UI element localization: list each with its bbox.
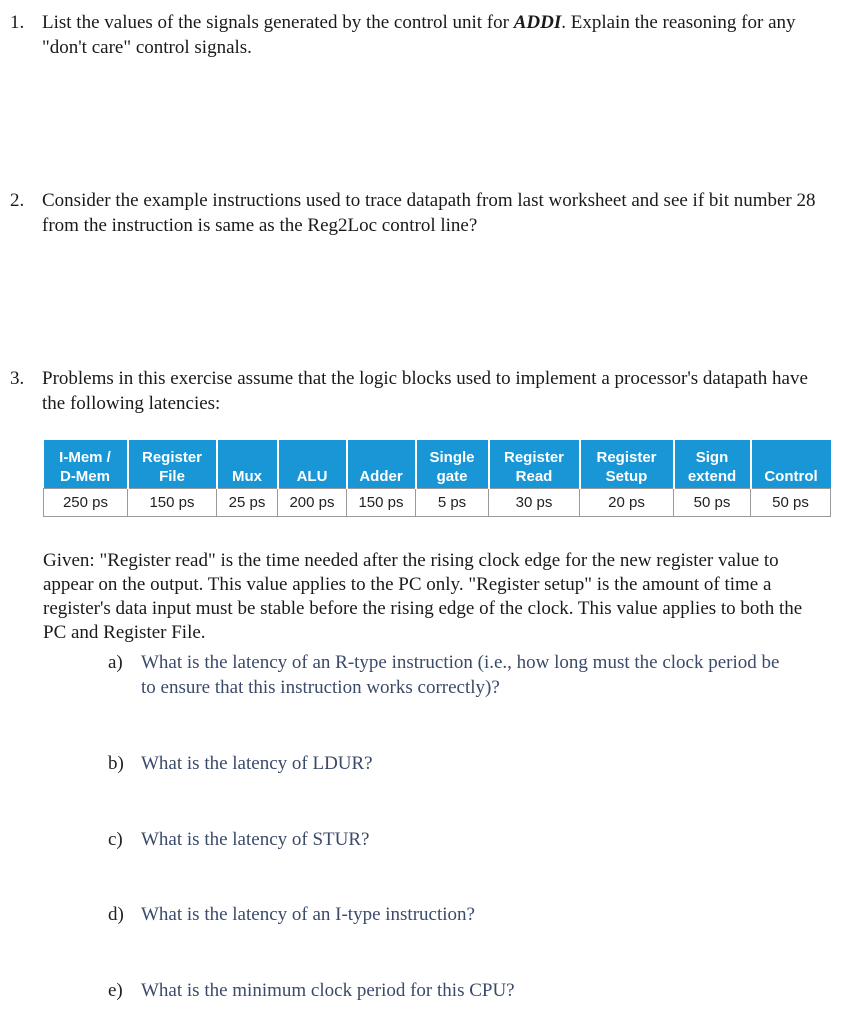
question-3: [10, 366, 830, 416]
subquestion-e: [108, 978, 788, 1003]
table-cell: 30 ps: [489, 489, 580, 517]
table-cell: 200 ps: [278, 489, 347, 517]
table-header-row: [44, 440, 831, 489]
question-number: 2.: [10, 190, 25, 211]
subquestion-text: What is the minimum clock period for this CPU?: [141, 980, 515, 1001]
table-cell: 150 ps: [347, 489, 416, 517]
question-text: Consider the example instructions used to trace datapath from last worksheet and see if bit number 28 from the instruction is same as the Reg2Loc control line?: [42, 190, 816, 236]
latency-table: [43, 440, 831, 517]
subquestion-text: What is the latency of LDUR?: [141, 753, 373, 774]
subquestion-c: [108, 827, 788, 852]
table-header-cell: I-Mem / D-Mem: [44, 440, 128, 489]
question-number: 3.: [10, 368, 25, 389]
table-header-cell: Adder: [347, 440, 416, 489]
question-emphasis: ADDI: [513, 12, 562, 33]
subquestion-label: e): [108, 980, 123, 1001]
subquestion-label: a): [108, 652, 123, 673]
table-row: [44, 489, 831, 517]
table-cell: 50 ps: [674, 489, 751, 517]
subquestion-label: b): [108, 753, 124, 774]
subquestion-a: [108, 650, 788, 700]
question-text-part: . Explain the reasoning for any "don't care" control signals.: [42, 12, 796, 58]
table-cell: 50 ps: [751, 489, 831, 517]
question-text: [42, 10, 830, 60]
subquestion-text: What is the latency of an R-type instruction (i.e., how long must the clock period be to ensure that this instruction works correctly)?: [141, 652, 780, 698]
table-cell: 20 ps: [580, 489, 674, 517]
table-header-cell: ALU: [278, 440, 347, 489]
given-paragraph: Given: "Register read" is the time needed after the rising clock edge for the new register value to appear on the output. This value applies to the PC only. "Register setup" is the amount of time a register's data input must be stable before the rising edge of the clock. This value applies to both the PC and Register File.: [43, 550, 803, 643]
question-text-part: List the values of the signals generated by the control unit for: [42, 12, 514, 33]
table-header-cell: Mux: [217, 440, 278, 489]
table-cell: 25 ps: [217, 489, 278, 517]
question-text: Problems in this exercise assume that the logic blocks used to implement a processor's datapath have the following latencies:: [42, 368, 808, 414]
question-1: [10, 10, 830, 60]
subquestion-b: [108, 751, 788, 776]
table-cell: 250 ps: [44, 489, 128, 517]
table-header-cell: Register Setup: [580, 440, 674, 489]
table-header-cell: Single gate: [416, 440, 489, 489]
table-cell: 5 ps: [416, 489, 489, 517]
subquestion-d: [108, 902, 788, 927]
question-number: 1.: [10, 12, 25, 33]
subquestion-text: What is the latency of STUR?: [141, 829, 370, 850]
subquestion-text: What is the latency of an I-type instruction?: [141, 904, 475, 925]
table-header-cell: Register Read: [489, 440, 580, 489]
table-cell: 150 ps: [128, 489, 217, 517]
table-header-cell: Control: [751, 440, 831, 489]
subquestion-label: c): [108, 829, 123, 850]
table-header-cell: Sign extend: [674, 440, 751, 489]
table-header-cell: Register File: [128, 440, 217, 489]
question-2: [10, 188, 830, 238]
subquestion-label: d): [108, 904, 124, 925]
